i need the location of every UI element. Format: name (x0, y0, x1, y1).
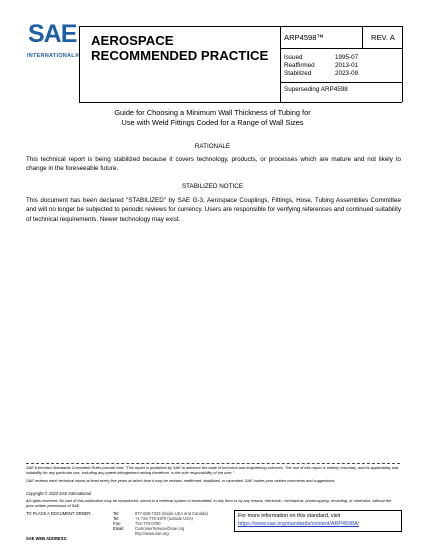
header-border-left (79, 26, 80, 102)
document-subtitle (60, 108, 365, 128)
stabilized-label: Stabilized (284, 70, 312, 77)
revision-label: REV. A (371, 33, 395, 42)
reaffirmed-date: 2013-01 (335, 62, 359, 69)
order-label: TO PLACE A DOCUMENT ORDER: (26, 511, 92, 516)
stabilized-notice-heading: STABILIZED NOTICE (181, 183, 244, 190)
footer-divider (26, 463, 400, 464)
header-border-top (79, 26, 402, 27)
superseding-note: Superseding ARP4598 (284, 86, 348, 93)
header-row-divider-1 (280, 48, 402, 49)
subtitle-line-1: Guide for Choosing a Minimum Wall Thickness of Tubing for (114, 108, 311, 117)
contact-label: Tel: (113, 511, 120, 516)
rationale-text: This technical report is being stabilized because it covers technology, products, or processes which are mature and not likely to change in the foreseeable future. (26, 156, 401, 173)
reaffirmed-label: Reaffirmed (284, 62, 315, 69)
footer-review-paragraph: SAE reviews each technical report at least every five years at which time it may be revised, reaffirmed, stabilized, or cancelled. SAE invites your written comments and suggestions. (26, 478, 336, 483)
web-address-label: SAE WEB ADDRESS: (26, 536, 68, 541)
header-border-middle (280, 26, 281, 102)
sae-logo-subtitle: INTERNATIONAL® (27, 53, 80, 59)
document-number: ARP4598™ (284, 33, 325, 42)
stabilized-date: 2023-09 (335, 70, 359, 77)
contact-fax: 724-776-0790 (135, 521, 161, 526)
issued-label: Issued (284, 54, 303, 61)
issued-date: 1995-07 (335, 54, 359, 61)
rationale-heading: RATIONALE (194, 143, 231, 150)
document-type-title (91, 34, 268, 63)
standard-url-link[interactable]: https://www.sae.org/standards/content/ARP4598A/ (238, 521, 360, 527)
subtitle-line-2: Use with Weld Fittings Coded for a Range of Wall Sizes (121, 118, 304, 127)
contact-phone-international[interactable]: +1 724-776-4970 (outside USA) (135, 516, 193, 521)
sae-logo: SAE (28, 20, 77, 48)
stabilized-notice-text: This document has been declared "STABILIZED" by SAE G-3, Aerospace Couplings, Fittings, Hose, Tubing Assemblies Committee and will no longer be subjected to periodic reviews for currency. Users are responsible for verifying references and continued suitability of technical requirements. Newer technology may exist. (26, 197, 401, 223)
contact-phone-domestic[interactable]: 877-606-7323 (inside USA and Canada) (135, 511, 208, 516)
copyright-notice: Copyright © 2023 SAE International (26, 491, 91, 496)
title-line-2: RECOMMENDED PRACTICE (91, 47, 269, 63)
contact-label: Email: (113, 526, 125, 531)
header-border-bottom (79, 102, 402, 103)
header-row-divider-2 (280, 82, 402, 83)
header-border-right (402, 26, 403, 102)
more-info-text: For more information on this standard, visit (238, 513, 341, 519)
title-line-1: AEROSPACE (91, 33, 174, 48)
footer-rules-paragraph: SAE Executive Standards Committee Rules provide that: "This report is published by SAE to advance the state of technical and engineering sciences. The use of this report is entirely voluntary, and its applicability and suitability for any particular use, including any patent infringement arising therefrom, is the sole responsibility of the user." (26, 465, 399, 476)
contact-label: Fax: (113, 521, 121, 526)
header-border-revision (362, 26, 363, 48)
contact-label: Tel: (113, 516, 120, 521)
contact-website[interactable]: http://www.sae.org (135, 531, 169, 536)
contact-email[interactable]: CustomerService@sae.org (135, 526, 185, 531)
rights-paragraph: All rights reserved. No part of this publication may be reproduced, stored in a retrieval system or transmitted, in any form or by any means, electronic, mechanical, photocopying, recording, or otherwise, without the prior written permission of SAE. (26, 498, 392, 509)
